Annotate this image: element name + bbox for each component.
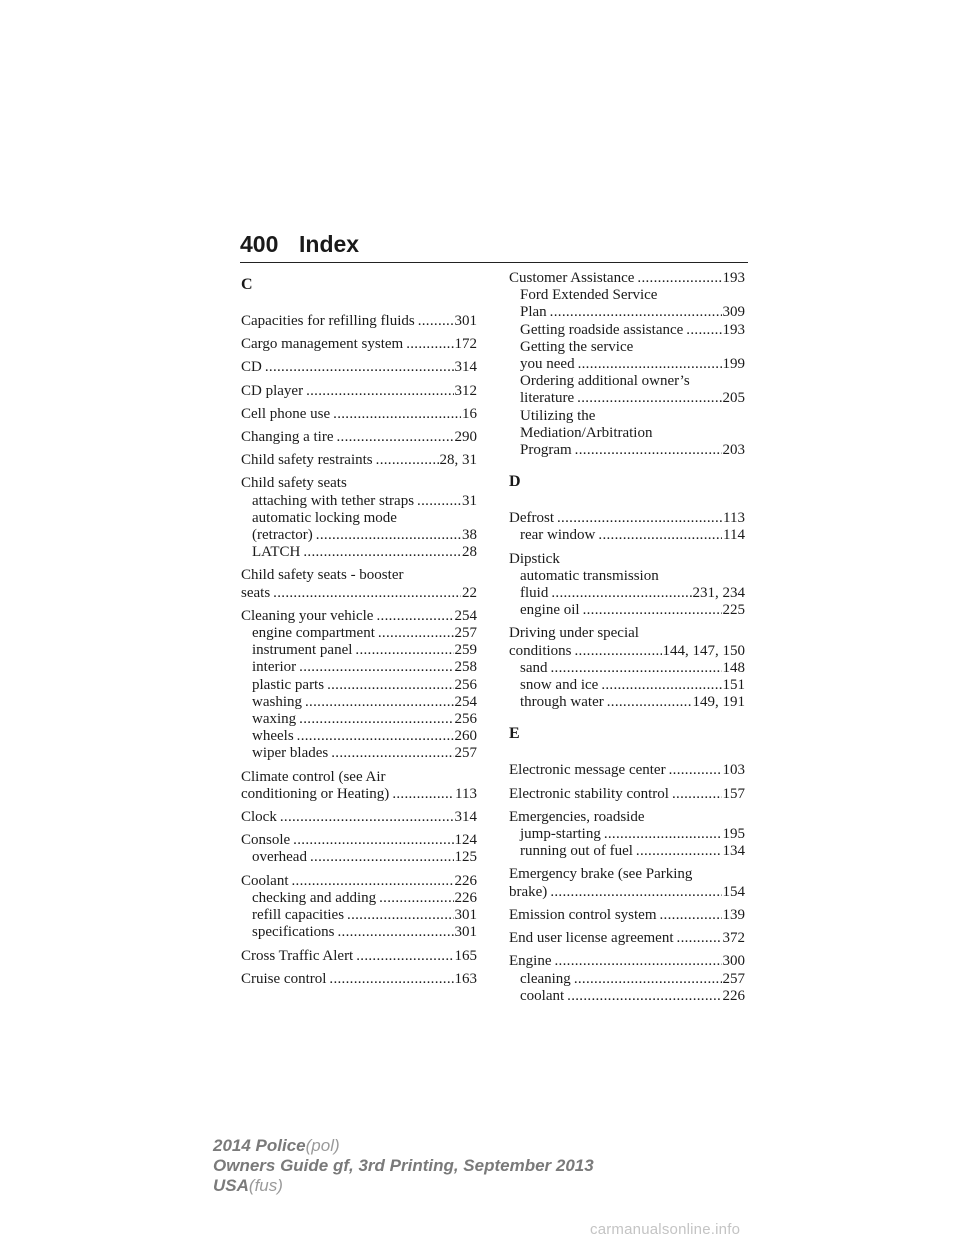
dot-leader — [686, 322, 721, 339]
index-term-line — [241, 971, 477, 988]
index-subentry — [509, 660, 745, 677]
index-subentry — [241, 694, 477, 711]
index-term-line — [509, 866, 745, 883]
dot-leader — [551, 585, 691, 602]
entry-label: instrument panel — [252, 642, 353, 659]
entry-label: Child safety seats — [241, 475, 347, 492]
page-reference: 28 — [462, 544, 477, 561]
page-reference: 205 — [722, 390, 745, 407]
index-column-left — [241, 270, 477, 994]
entry-label: through water — [520, 694, 604, 711]
section-letter: D — [509, 473, 521, 491]
dot-leader — [310, 849, 454, 866]
entry-label: Driving under special — [509, 625, 639, 642]
index-entry — [509, 809, 745, 861]
dot-leader — [299, 711, 453, 728]
index-entry — [509, 510, 745, 544]
entry-label: Electronic message center — [509, 762, 666, 779]
index-term-line — [509, 643, 745, 660]
page-reference: 28, 31 — [439, 452, 477, 469]
dot-leader — [604, 826, 722, 843]
dot-leader — [329, 971, 453, 988]
index-subentry — [509, 356, 745, 373]
index-entry — [241, 313, 477, 330]
index-term-line — [241, 769, 477, 786]
index-term-line — [509, 786, 745, 803]
index-subentry — [509, 988, 745, 1005]
section-letter: E — [509, 725, 520, 743]
page-reference: 260 — [454, 728, 477, 745]
index-term-line — [509, 953, 745, 970]
index-term-line — [241, 452, 477, 469]
page-reference: 163 — [454, 970, 477, 987]
entry-label: Emergencies, roadside — [509, 808, 645, 825]
entry-label: Program — [520, 442, 572, 459]
page-reference: 38 — [462, 527, 477, 544]
index-entry — [241, 383, 477, 400]
index-subentry — [241, 544, 477, 561]
dot-leader — [376, 452, 439, 469]
entry-label: brake) — [509, 883, 548, 900]
dot-leader — [677, 930, 722, 947]
index-term-line — [509, 270, 745, 287]
index-entry — [241, 567, 477, 601]
page-reference: 225 — [722, 602, 745, 619]
page-reference: 301 — [454, 924, 477, 941]
page-reference: 193 — [722, 321, 745, 338]
dot-leader — [557, 510, 722, 527]
page-reference: 149, 191 — [692, 694, 745, 711]
page-reference: 148 — [722, 659, 745, 676]
dot-leader — [293, 832, 453, 849]
page-reference: 258 — [454, 659, 477, 676]
dot-leader — [337, 924, 453, 941]
page-reference: 31 — [462, 492, 477, 509]
entry-label: Getting roadside assistance — [520, 321, 684, 338]
dot-leader — [273, 585, 461, 602]
index-subentry — [509, 339, 745, 356]
dot-leader — [347, 907, 453, 924]
index-subentry — [509, 408, 745, 425]
index-entry — [241, 873, 477, 942]
dot-leader — [333, 406, 461, 423]
footer — [213, 1136, 594, 1196]
dot-leader — [331, 745, 453, 762]
dot-leader — [550, 884, 721, 901]
page-reference: 301 — [454, 907, 477, 924]
page-reference: 172 — [454, 336, 477, 353]
entry-label: fluid — [520, 585, 549, 602]
page-reference: 226 — [722, 987, 745, 1004]
entry-label: Climate control (see Air — [241, 768, 386, 785]
page-reference: 254 — [454, 607, 477, 624]
index-subentry — [509, 568, 745, 585]
index-subentry — [241, 625, 477, 642]
index-subentry — [509, 694, 745, 711]
page-reference: 124 — [454, 832, 477, 849]
entry-label: automatic locking mode — [252, 509, 397, 526]
page-reference: 309 — [722, 304, 745, 321]
entry-label: End user license agreement — [509, 930, 674, 947]
dot-leader — [550, 304, 722, 321]
footer-line-market: USA(fus) — [213, 1176, 283, 1195]
index-subentry — [509, 390, 745, 407]
page-reference: 154 — [722, 883, 745, 900]
index-subentry — [241, 659, 477, 676]
page-reference: 372 — [722, 930, 745, 947]
index-subentry — [241, 677, 477, 694]
dot-leader — [378, 625, 454, 642]
index-subentry — [241, 711, 477, 728]
entry-label: Cargo management system — [241, 336, 404, 353]
dot-leader — [574, 971, 722, 988]
page-reference: 16 — [462, 405, 477, 422]
index-term-line — [241, 608, 477, 625]
page-reference: 300 — [722, 953, 745, 970]
index-entry — [241, 832, 477, 866]
index-subentry — [509, 585, 745, 602]
page-reference: 312 — [454, 382, 477, 399]
page-title: Index — [299, 231, 360, 257]
dot-leader — [578, 356, 722, 373]
index-subentry — [509, 971, 745, 988]
entry-label: you need — [520, 356, 575, 373]
entry-label: Engine — [509, 953, 552, 970]
index-entry — [241, 475, 477, 561]
index-entry — [241, 608, 477, 763]
index-subentry — [509, 677, 745, 694]
entry-label: literature — [520, 390, 575, 407]
dot-leader — [306, 383, 453, 400]
dot-leader — [292, 873, 454, 890]
page-reference: 165 — [454, 947, 477, 964]
index-term-line — [241, 585, 477, 602]
index-entry — [509, 786, 745, 803]
entry-label: Electronic stability control — [509, 785, 669, 802]
dot-leader — [418, 313, 454, 330]
index-subentry — [241, 849, 477, 866]
page-reference: 301 — [454, 313, 477, 329]
entry-label: (retractor) — [252, 527, 313, 544]
entry-label: wheels — [252, 728, 294, 745]
dot-leader — [406, 336, 453, 353]
index-subentry — [509, 425, 745, 442]
index-subentry — [241, 493, 477, 510]
index-term-line — [241, 406, 477, 423]
entry-label: LATCH — [252, 544, 301, 561]
index-subentry — [509, 527, 745, 544]
index-term-line — [241, 313, 477, 330]
page-reference: 22 — [462, 584, 477, 601]
page-reference: 193 — [722, 270, 745, 286]
index-term-line — [241, 383, 477, 400]
entry-label: plastic parts — [252, 676, 325, 693]
index-column-right — [509, 270, 745, 1011]
index-entry — [509, 270, 745, 459]
footer-line-printing: Owners Guide gf, 3rd Printing, September 2013 — [213, 1156, 594, 1175]
entry-label: interior — [252, 659, 297, 676]
index-subentry — [509, 322, 745, 339]
page-reference: 144, 147, 150 — [662, 642, 745, 659]
index-subentry — [241, 527, 477, 544]
entry-label: Coolant — [241, 872, 289, 889]
entry-label: snow and ice — [520, 677, 599, 694]
entry-label: CD player — [241, 382, 304, 399]
page-reference: 125 — [454, 849, 477, 866]
entry-label: running out of fuel — [520, 843, 633, 860]
page-reference: 113 — [455, 785, 477, 802]
entry-label: Cleaning your vehicle — [241, 607, 374, 624]
entry-label: conditioning or Heating) — [241, 785, 390, 802]
index-entry — [509, 907, 745, 924]
entry-label: refill capacities — [252, 907, 345, 924]
entry-label: Plan — [520, 304, 547, 321]
dot-leader — [297, 728, 454, 745]
page-reference: 199 — [722, 356, 745, 373]
index-subentry — [509, 826, 745, 843]
dot-leader — [299, 659, 453, 676]
dot-leader — [669, 762, 722, 779]
dot-leader — [551, 660, 722, 677]
index-term-line — [509, 884, 745, 901]
page-reference: 259 — [454, 642, 477, 659]
index-entry — [241, 406, 477, 423]
footer-line-model: 2014 Police(pol) — [213, 1136, 340, 1155]
index-subentry — [241, 924, 477, 941]
dot-leader — [336, 429, 453, 446]
dot-leader — [575, 442, 722, 459]
entry-label: Defrost — [509, 510, 554, 527]
dot-leader — [355, 642, 453, 659]
entry-label: Dipstick — [509, 550, 560, 567]
index-entry — [509, 953, 745, 1005]
index-entry — [241, 769, 477, 803]
dot-leader — [392, 786, 454, 803]
page-reference: 134 — [722, 843, 745, 860]
page-reference: 195 — [722, 826, 745, 843]
index-entry — [241, 336, 477, 353]
entry-label: Ford Extended Service — [520, 287, 658, 304]
index-entry — [509, 551, 745, 620]
index-term-line — [509, 809, 745, 826]
dot-leader — [305, 694, 454, 711]
dot-leader — [575, 643, 662, 660]
dot-leader — [577, 390, 721, 407]
index-term-line — [241, 873, 477, 890]
index-subentry — [241, 907, 477, 924]
dot-leader — [327, 677, 453, 694]
dot-leader — [303, 544, 461, 561]
index-term-line — [241, 948, 477, 965]
index-term-line — [509, 625, 745, 642]
page-reference: 226 — [454, 872, 477, 889]
index-subentry — [241, 745, 477, 762]
entry-label: Emergency brake (see Parking — [509, 866, 693, 883]
index-term-line — [509, 762, 745, 779]
page-reference: 157 — [722, 785, 745, 802]
entry-label: seats — [241, 584, 271, 601]
page-reference: 314 — [454, 809, 477, 826]
page-number: 400 — [240, 231, 279, 257]
entry-label: rear window — [520, 527, 596, 544]
page-header — [240, 228, 748, 263]
entry-label: Mediation/Arbitration — [520, 424, 653, 441]
entry-label: Console — [241, 832, 291, 849]
index-term-line — [241, 475, 477, 492]
dot-leader — [636, 843, 722, 860]
index-term-line — [241, 809, 477, 826]
index-entry — [509, 625, 745, 711]
page-reference: 256 — [454, 676, 477, 693]
dot-leader — [583, 602, 722, 619]
entry-label: cleaning — [520, 970, 571, 987]
entry-label: Cruise control — [241, 970, 327, 987]
page-reference: 257 — [454, 745, 477, 762]
page-reference: 113 — [723, 510, 745, 527]
page-reference: 151 — [722, 677, 745, 694]
entry-label: Child safety seats - booster — [241, 567, 404, 584]
index-subentry — [509, 304, 745, 321]
entry-label: checking and adding — [252, 889, 377, 906]
index-subentry — [241, 642, 477, 659]
entry-label: wiper blades — [252, 745, 329, 762]
dot-leader — [660, 907, 722, 924]
dot-leader — [555, 953, 722, 970]
dot-leader — [567, 988, 721, 1005]
dot-leader — [601, 677, 721, 694]
index-term-line — [241, 359, 477, 376]
index-entry — [509, 762, 745, 779]
index-subentry — [509, 442, 745, 459]
index-entry — [241, 971, 477, 988]
dot-leader — [280, 809, 454, 826]
index-term-line — [509, 907, 745, 924]
entry-label: Emission control system — [509, 906, 657, 923]
entry-label: attaching with tether straps — [252, 492, 415, 509]
page-reference: 114 — [723, 527, 745, 544]
index-term-line — [241, 336, 477, 353]
index-entry — [509, 930, 745, 947]
index-subentry — [241, 890, 477, 907]
page-reference: 139 — [722, 906, 745, 923]
index-term-line — [509, 510, 745, 527]
page-reference: 254 — [454, 693, 477, 710]
entry-label: sand — [520, 659, 548, 676]
index-entry — [509, 866, 745, 900]
entry-label: engine oil — [520, 602, 580, 619]
page-reference: 103 — [722, 762, 745, 779]
page-reference: 226 — [454, 889, 477, 906]
entry-label: engine compartment — [252, 625, 375, 642]
entry-label: Capacities for refilling fluids — [241, 313, 415, 329]
dot-leader — [607, 694, 692, 711]
dot-leader — [356, 948, 453, 965]
dot-leader — [637, 270, 721, 287]
index-term-line — [241, 786, 477, 803]
index-term-line — [509, 930, 745, 947]
entry-label: Cell phone use — [241, 405, 331, 422]
entry-label: coolant — [520, 987, 565, 1004]
index-term-line — [241, 567, 477, 584]
page-reference: 256 — [454, 711, 477, 728]
entry-label: waxing — [252, 711, 297, 728]
entry-label: Ordering additional owner’s — [520, 373, 690, 390]
entry-label: Customer Assistance — [509, 270, 635, 286]
page-reference: 290 — [454, 429, 477, 446]
entry-label: automatic transmission — [520, 567, 659, 584]
index-entry — [241, 359, 477, 376]
index-subentry — [509, 602, 745, 619]
dot-leader — [672, 786, 722, 803]
entry-label: specifications — [252, 924, 335, 941]
dot-leader — [316, 527, 461, 544]
entry-label: conditions — [509, 642, 572, 659]
entry-label: Utilizing the — [520, 407, 596, 424]
entry-label: Child safety restraints — [241, 452, 373, 469]
page-reference: 203 — [722, 442, 745, 459]
index-entry — [241, 948, 477, 965]
entry-label: Clock — [241, 809, 277, 826]
section-letter: C — [241, 276, 253, 293]
entry-label: washing — [252, 693, 302, 710]
entry-label: CD — [241, 359, 262, 376]
index-entry — [241, 429, 477, 446]
page-reference: 257 — [454, 625, 477, 642]
index-subentry — [509, 287, 745, 304]
dot-leader — [376, 608, 453, 625]
page-reference: 231, 234 — [692, 585, 745, 602]
index-term-line — [509, 551, 745, 568]
entry-label: jump-starting — [520, 826, 601, 843]
index-entry — [241, 809, 477, 826]
entry-label: overhead — [252, 849, 307, 866]
entry-label: Cross Traffic Alert — [241, 947, 354, 964]
index-subentry — [509, 843, 745, 860]
index-subentry — [509, 373, 745, 390]
index-subentry — [241, 510, 477, 527]
dot-leader — [265, 359, 454, 376]
index-entry — [241, 452, 477, 469]
dot-leader — [417, 493, 461, 510]
page-reference: 257 — [722, 970, 745, 987]
entry-label: Changing a tire — [241, 429, 334, 446]
index-term-line — [241, 832, 477, 849]
page-reference: 314 — [454, 359, 477, 376]
index-subentry — [241, 728, 477, 745]
watermark: carmanualsonline.info — [590, 1221, 741, 1238]
entry-label: Getting the service — [520, 338, 634, 355]
dot-leader — [379, 890, 453, 907]
dot-leader — [598, 527, 722, 544]
index-term-line — [241, 429, 477, 446]
